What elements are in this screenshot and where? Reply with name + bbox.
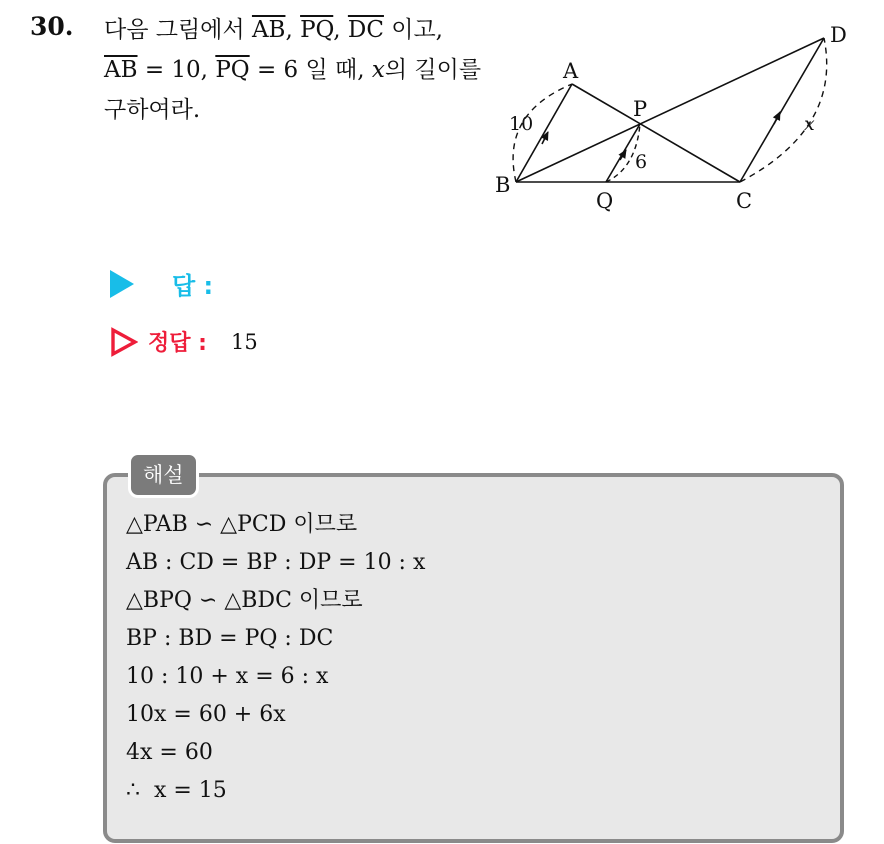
geometry-figure <box>490 18 860 228</box>
pq-equation: = 6 일 때, <box>249 57 372 83</box>
point-d-label: D <box>830 23 847 47</box>
outline-triangle-icon <box>110 327 138 357</box>
comma: , <box>333 17 348 43</box>
point-b-label: B <box>495 173 511 197</box>
ab-equation: = 10, <box>137 57 216 83</box>
question-intro: 다음 그림에서 <box>104 17 252 43</box>
solution-line: △BPQ ∽ △BDC 이므로 <box>126 588 363 613</box>
comma: , <box>285 17 301 43</box>
solution-tag: 해설 <box>128 452 199 498</box>
point-q-label: Q <box>596 189 614 213</box>
question-intro-end: 이고, <box>383 17 443 43</box>
solution-line: ∴ x = 15 <box>126 778 227 803</box>
length-dc-label: x <box>804 113 815 135</box>
point-p-label: P <box>633 97 648 121</box>
solution-line: △PAB ∽ △PCD 이므로 <box>126 512 358 537</box>
play-triangle-icon <box>110 270 134 298</box>
segment-ab: $\overline{AB}$ <box>251 17 286 43</box>
solution-line: 4x = 60 <box>126 740 213 765</box>
answer-label: 답 : <box>172 272 214 300</box>
segment-dc: $\overline{DC}$ <box>347 17 384 43</box>
figure-svg <box>490 18 860 228</box>
question-text <box>104 10 484 130</box>
length-ab-label: 10 <box>509 113 534 135</box>
arrow-cd <box>774 112 780 124</box>
solution-line: 10x = 60 + 6x <box>126 702 286 727</box>
question-number: 30. <box>30 12 74 41</box>
segment-ab-given: $\overline{AB}$ <box>104 57 138 83</box>
solution-line: BP : BD = PQ : DC <box>126 626 334 651</box>
segment-cd <box>740 38 824 182</box>
correct-answer-label: 정답 : <box>148 331 207 356</box>
solution-line: AB : CD = BP : DP = 10 : x <box>126 550 426 575</box>
segment-pq-given: $\overline{PQ}$ <box>215 57 250 83</box>
solution-steps <box>126 506 826 810</box>
segment-ac <box>572 84 740 182</box>
correct-answer-value: 15 <box>230 329 258 354</box>
length-pq-label: 6 <box>635 151 648 173</box>
point-c-label: C <box>736 189 753 213</box>
point-a-label: A <box>563 59 579 83</box>
question-end: 의 길이를 구하여라. <box>104 57 482 123</box>
solution-line: 10 : 10 + x = 6 : x <box>126 664 329 689</box>
correct-answer-row <box>110 326 258 357</box>
answer-row <box>110 266 213 301</box>
segment-pq: $\overline{PQ}$ <box>300 17 334 43</box>
variable-x: x <box>371 57 385 83</box>
